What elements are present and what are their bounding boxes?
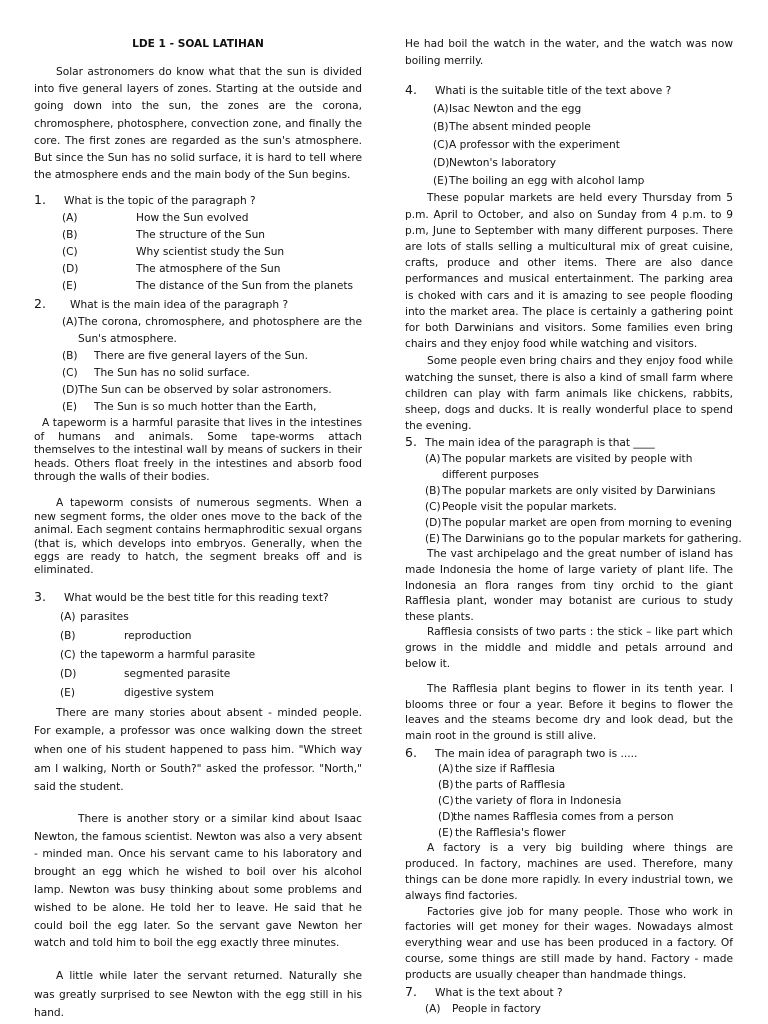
option-b[interactable]: (B) The absent minded people	[433, 121, 591, 134]
option-a[interactable]: (A) How the Sun evolved	[62, 212, 249, 225]
option-b[interactable]: (B) the parts of Rafflesia	[438, 779, 566, 792]
passage-absent-3: A little while later the servant returned. Naturally she was greatly surprised to see Newton with the egg still in his hand.	[34, 970, 362, 1020]
option-d[interactable]: (D) The atmosphere of the Sun	[62, 263, 281, 276]
question-text: Whati is the suitable title of the text above ?	[435, 85, 672, 98]
question-text: What is the text about ?	[435, 986, 563, 999]
passage-tapeworm-2: A tapeworm consists of numerous segments. When a new segment forms, the older ones move to the back of the animal. Each segment contains hermaphroditic sexual organs (that is, which develops into embryos. Generally, when the eggs are ready to hatch, the segment breaks off and is eliminated.	[34, 497, 362, 577]
option-c[interactable]: (C) the tapeworm a harmful parasite	[60, 648, 256, 661]
option-d[interactable]: (D) the names Rafflesia comes from a person	[438, 810, 674, 823]
question-number: 7.	[405, 983, 417, 999]
question-5	[405, 434, 742, 547]
option-e[interactable]: (E) digestive system	[60, 686, 214, 699]
option-d[interactable]: (D) The popular market are open from morning to evening	[425, 517, 732, 530]
question-3	[34, 587, 362, 703]
option-e[interactable]: (E) The Sun is so much hotter than the Earth,	[62, 401, 317, 414]
option-a[interactable]: (A) the size if Rafflesia	[438, 763, 556, 776]
question-1	[34, 191, 362, 295]
question-number: 2.	[34, 296, 46, 312]
option-c[interactable]: (C) People visit the popular markets.	[425, 501, 617, 514]
left-column	[34, 36, 362, 1023]
option-b[interactable]: (B) reproduction	[60, 629, 192, 642]
option-e[interactable]: (E) The boiling an egg with alcohol lamp	[433, 175, 645, 188]
option-a[interactable]: (A) Isac Newton and the egg	[433, 103, 582, 116]
passage-absent-1: There are many stories about absent - minded people. For example, a professor was once walking down the street when one of his student happened to pass him. "Which way am I walking, North or South?" asked the professor. "North," said the student.	[34, 706, 362, 794]
question-text: The main idea of the paragraph is that ____	[425, 437, 655, 450]
option-e[interactable]: (E) The distance of the Sun from the planets	[62, 280, 354, 293]
question-2	[34, 295, 362, 416]
option-e[interactable]: (E) the Rafflesia's flower	[438, 826, 566, 839]
right-column	[405, 36, 742, 1017]
option-c[interactable]: (C) Why scientist study the Sun	[62, 246, 285, 259]
passage-factory-1: A factory is a very big building where things are produced. In factory, machines are used. Therefore, many things can be done more rapidly. In every industrial town, we always find factories.	[405, 842, 733, 902]
question-number: 3.	[34, 588, 46, 604]
passage-tapeworm-1: A tapeworm is a harmful parasite that lives in the intestines of humans and animals. Some tape-worms attach themselves to the intestinal wall by means of suckers in their heads. Others float freely in the intestines and absorb food through the walls of their bodies.	[34, 417, 362, 484]
question-number: 6.	[405, 744, 417, 760]
option-a[interactable]: (A) The popular markets are visited by people with different purposes	[425, 453, 693, 482]
question-text: What is the topic of the paragraph ?	[64, 195, 256, 208]
option-a[interactable]: (A) People in factory	[425, 1002, 541, 1015]
option-e[interactable]: (E) The Darwinians go to the popular markets for gathering.	[425, 533, 742, 546]
passage-sun: Solar astronomers do know what that the sun is divided into five general layers of zones. Starting at the outside and going down into the sun, the zones are the corona, chromosphere, photosphere, convection zone, and finally the core. The first zones are regarded as the sun's atmosphere. But since the Sun has no solid surface, it is hard to tell where the atmosphere ends and the main body of the Sun begins.	[34, 66, 362, 182]
page-title: LDE 1 - SOAL LATIHAN	[132, 38, 264, 50]
option-c[interactable]: (C) The Sun has no solid surface.	[62, 367, 250, 380]
passage-rafflesia-2: Rafflesia consists of two parts : the stick – like part which grows in the middle and middle and petals arround and below it.	[405, 626, 733, 670]
option-b[interactable]: (B) The structure of the Sun	[62, 229, 265, 242]
question-text: The main idea of paragraph two is .....	[435, 747, 638, 760]
option-a[interactable]: (A) parasites	[60, 610, 129, 623]
question-number: 4.	[405, 82, 417, 98]
passage-factory-2: Factories give job for many people. Those who work in factories will get money for their wages. Nowadays almost everything wear and use has been produced in a factory. Of course, some things are still made by hand. Factory - made products are usually cheaper than handmade things.	[405, 905, 733, 981]
passage-continued: He had boil the watch in the water, and the watch was now boiling merrily.	[405, 38, 733, 68]
question-number: 5.	[405, 434, 417, 450]
question-text: What would be the best title for this reading text?	[64, 591, 329, 604]
option-c[interactable]: (C) A professor with the experiment	[433, 139, 620, 152]
question-text: What is the main idea of the paragraph ?	[70, 299, 289, 312]
question-4	[405, 81, 733, 190]
option-c[interactable]: (C) the variety of flora in Indonesia	[438, 794, 622, 807]
question-number: 1.	[34, 192, 46, 208]
option-d[interactable]: (D) The Sun can be observed by solar astronomers.	[62, 384, 332, 397]
question-6	[405, 745, 733, 842]
passage-rafflesia-3: The Rafflesia plant begins to flower in its tenth year. I blooms three or four a year. Before it begins to flower the leaves and the steams become dry and look dead, but the main root in the ground is still alive.	[405, 683, 733, 742]
option-d[interactable]: (D) segmented parasite	[60, 667, 231, 680]
passage-rafflesia-1: The vast archipelago and the great number of island has made Indonesia the home of large variety of plant life. The Indonesia an flora ranges from tiny orchid to the giant Rafflesia plant, wonder may botanist are curious to study these plants.	[405, 548, 733, 623]
option-d[interactable]: (D) Newton's laboratory	[433, 157, 557, 170]
passage-market-2: Some people even bring chairs and they enjoy food while watching the sunset, there is also a kind of small farm where children can play with farm animals like chickens, rabbits, sheep, dogs and ducks. It is really wonderful place to spend the evening.	[405, 355, 733, 433]
passage-absent-2: There is another story or a similar kind about Isaac Newton, the famous scientist. Newton was also a very absent - minded man. Once his servant came to his laboratory and brought an egg which he wished to boil over his alcohol lamp. Newton was busy thinking about some problems and wished to be alone. He told her to leave. He said that he could boil the egg later. So the servant gave Newton her watch and told him to boil the egg exactly three minutes.	[34, 812, 362, 950]
option-a[interactable]: (A) The corona, chromosphere, and photosphere are the Sun's atmosphere.	[62, 316, 362, 346]
question-7	[405, 984, 733, 1017]
option-b[interactable]: (B) There are five general layers of the Sun.	[62, 350, 308, 363]
passage-market-1: These popular markets are held every Thursday from 5 p.m. April to October, and also on Sunday from 4 p.m. to 9 p.m, June to September with many different purposes. There are lots of stalls selling a multicultural mix of great cuisine, crafts, produce and other items. There are also dance performances and musical entertainment. The parking area is choked with cars and it is amazing to see people flooding into the market area. The place is certainly a gathering point for both Darwinians and visitors. Some families even bring chairs and they enjoy food while watching and visitors.	[405, 192, 733, 351]
option-b[interactable]: (B) The popular markets are only visited by Darwinians	[425, 485, 716, 498]
